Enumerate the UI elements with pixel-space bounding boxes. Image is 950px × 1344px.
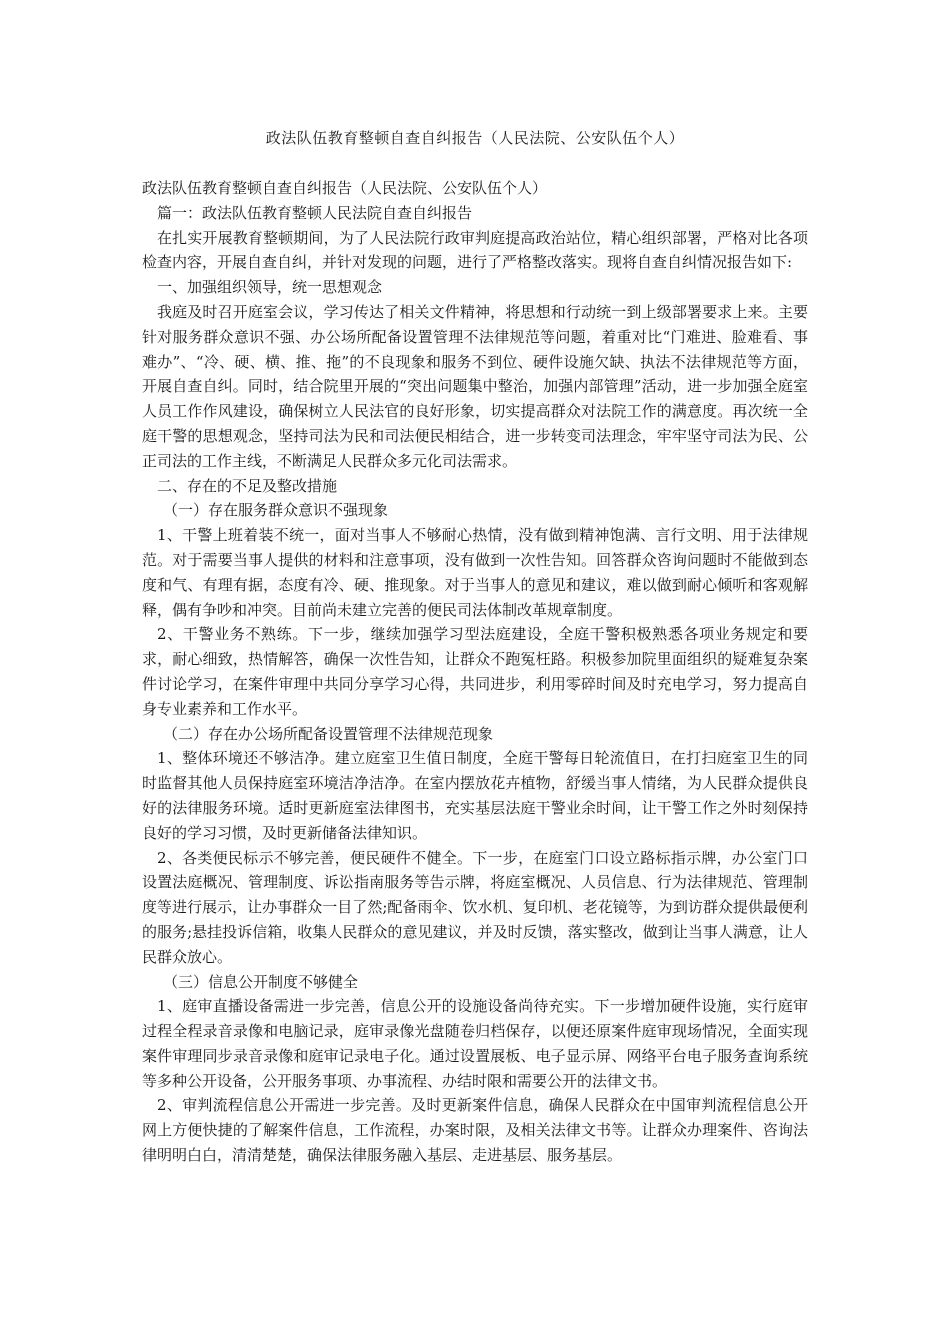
document-title: 政法队伍教育整顿自查自纠报告（人民法院、公安队伍个人） <box>265 129 685 147</box>
section-heading-1: 一、加强组织领导，统一思想观念 <box>157 278 383 297</box>
subsection-heading-3: （三）信息公开制度不够健全 <box>163 972 359 991</box>
document-body <box>142 176 808 1168</box>
chapter-heading: 篇一：政法队伍教育整顿人民法院自查自纠报告 <box>157 203 473 222</box>
body-heading: 政法队伍教育整顿自查自纠报告（人民法院、公安队伍个人） <box>142 179 548 197</box>
subsection-1-item-2: 2、干警业务不熟练。下一步，继续加强学习型法庭建设，全庭干警积极熟悉各项业务规定和要求，耐心细致，热情解答，确保一次性告知，让群众不跑冤枉路。积极参加院里面组织的疑难复杂案件讨论学习，在案件审理中共同分享学习心得，共同进步，利用零碎时间及时充电学习，努力提高自身专业素养和工作水平。 <box>142 625 808 718</box>
subsection-3-item-1: 1、庭审直播设备需进一步完善，信息公开的设施设备尚待充实。下一步增加硬件设施，实行庭审过程全程录音录像和电脑记录，庭审录像光盘随卷归档保存，以便还原案件庭审现场情况，全面实现案件审理同步录音录像和庭审记录电子化。通过设置展板、电子显示屏、网络平台电子服务查询系统等多种公开设备，公开服务事项、办事流程、办结时限和需要公开的法律文书。 <box>142 997 808 1090</box>
section-1-paragraph: 我庭及时召开庭室会议，学习传达了相关文件精神，将思想和行动统一到上级部署要求上来。主要针对服务群众意识不强、办公场所配备设置管理不法律规范等问题，着重对比“门难进、脸难看、事难办”、“冷、硬、横、推、拖”的不良现象和服务不到位、硬件设施欠缺、执法不法律规范等方面，开展自查自纠。同时，结合院里开展的“突出问题集中整治，加强内部管理”活动，进一步加强全庭室人员工作作风建设，确保树立人民法官的良好形象，切实提高群众对法院工作的满意度。再次统一全庭干警的思想观念，坚持司法为民和司法便民相结合，进一步转变司法理念，牢牢坚守司法为民、公正司法的工作主线，不断满足人民群众多元化司法需求。 <box>142 302 808 470</box>
subsection-heading-1: （一）存在服务群众意识不强现象 <box>163 501 389 520</box>
subsection-2-item-1: 1、整体环境还不够洁净。建立庭室卫生值日制度，全庭干警每日轮流值日，在打扫庭室卫生的同时监督其他人员保持庭室环境洁净洁净。在室内摆放花卉植物，舒缓当事人情绪，为人民群众提供良好的法律服务环境。适时更新庭室法律图书，充实基层法庭干警业余时间，让干警工作之外时刻保持良好的学习习惯，及时更新储备法律知识。 <box>142 749 808 842</box>
intro-paragraph: 在扎实开展教育整顿期间，为了人民法院行政审判庭提高政治站位，精心组织部署，严格对比各项检查内容，开展自查自纠，并针对发现的问题，进行了严格整改落实。现将自查自纠情况报告如下: <box>142 228 808 272</box>
subsection-1-item-1: 1、干警上班着装不统一，面对当事人不够耐心热情，没有做到精神饱满、言行文明、用于法律规范。对于需要当事人提供的材料和注意事项，没有做到一次性告知。回答群众咨询问题时不能做到态度和气、有理有据，态度有冷、硬、推现象。对于当事人的意见和建议，难以做到耐心倾听和客观解释，偶有争吵和冲突。目前尚未建立完善的便民司法体制改革规章制度。 <box>142 526 808 619</box>
subsection-3-item-2: 2、审判流程信息公开需进一步完善。及时更新案件信息，确保人民群众在中国审判流程信息公开网上方便快捷的了解案件信息，工作流程，办案时限，及相关法律文书等。让群众办理案件、咨询法律明明白白，清清楚楚，确保法律服务融入基层、走进基层、服务基层。 <box>142 1096 808 1165</box>
subsection-heading-2: （二）存在办公场所配备设置管理不法律规范现象 <box>163 724 494 743</box>
subsection-2-item-2: 2、各类便民标示不够完善，便民硬件不健全。下一步，在庭室门口设立路标指示牌，办公室门口设置法庭概况、管理制度、诉讼指南服务等告示牌，将庭室概况、人员信息、行为法律规范、管理制度等进行展示，让办事群众一目了然;配备雨伞、饮水机、复印机、老花镜等，为到访群众提供最便利的服务;悬挂投诉信箱，收集人民群众的意见建议，并及时反馈，落实整改，做到让当事人满意，让人民群众放心。 <box>142 848 808 966</box>
section-heading-2: 二、存在的不足及整改措施 <box>157 476 338 495</box>
